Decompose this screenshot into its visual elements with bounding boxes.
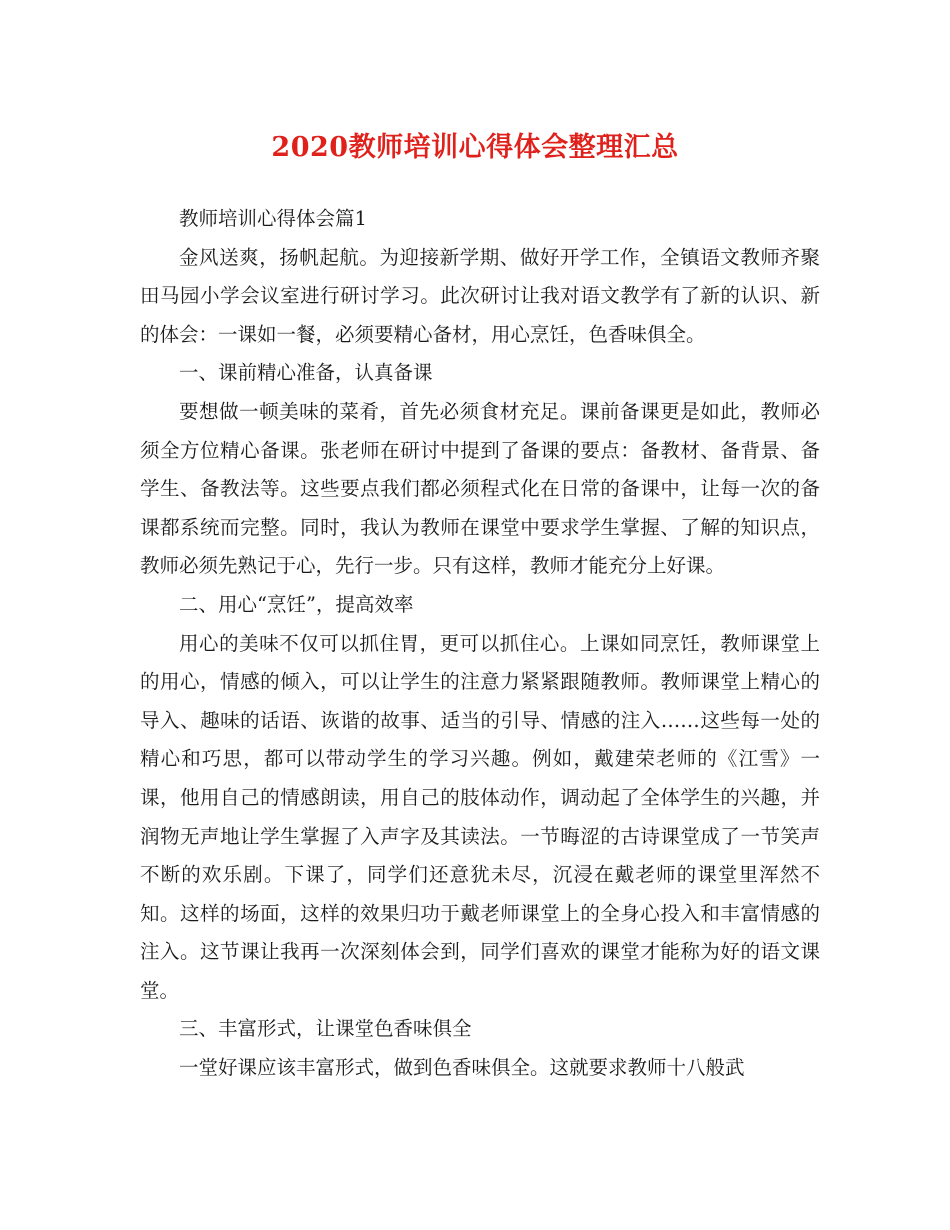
section-heading-1: 一、课前精心准备，认真备课 (179, 361, 433, 385)
section-heading-3: 三、丰富形式，让课堂色香味俱全 (179, 1017, 472, 1041)
document-title: 2020教师培训心得体会整理汇总 (271, 132, 679, 163)
paragraph-forms: 一堂好课应该丰富形式，做到色香味俱全。这就要求教师十八般武 (179, 1056, 745, 1080)
section-title-article-1: 教师培训心得体会篇1 (179, 207, 367, 230)
paragraph-preparation: 要想做一顿美味的菜肴，首先必须食材充足。课前备课更是如此，教师必须全方位精心备课。张老师在研讨中提到了备课的要点：备教材、备背景、备学生、备教法等。这些要点我们都必须程式化在日常的备课中，让每一次的备课都系统而完整。同时，我认为教师在课堂中要求学生掌握、了解的知识点，教师必须先熟记于心，先行一步。只有这样，教师才能充分上好课。 (140, 399, 820, 578)
section-heading-2: 二、用心“烹饪”，提高效率 (179, 592, 414, 616)
paragraph-cooking: 用心的美味不仅可以抓住胃，更可以抓住心。上课如同烹饪，教师课堂上的用心，情感的倾入，可以让学生的注意力紧紧跟随教师。教师课堂上精心的导入、趣味的话语、诙谐的故事、适当的引导、情感的注入……这些每一处的精心和巧思，都可以带动学生的学习兴趣。例如，戴建荣老师的《江雪》一课，他用自己的情感朗读，用自己的肢体动作，调动起了全体学生的兴趣，并润物无声地让学生掌握了入声字及其读法。一节晦涩的古诗课堂成了一节笑声不断的欢乐剧。下课了，同学们还意犹未尽，沉浸在戴老师的课堂里浑然不知。这样的场面，这样的效果归功于戴老师课堂上的全身心投入和丰富情感的注入。这节课让我再一次深刻体会到，同学们喜欢的课堂才能称为好的语文课堂。 (140, 631, 820, 1002)
paragraph-intro: 金风送爽，扬帆起航。为迎接新学期、做好开学工作，全镇语文教师齐聚田马园小学会议室进行研讨学习。此次研讨让我对语文教学有了新的认识、新的体会：一课如一餐，必须要精心备材，用心烹饪，色香味俱全。 (140, 245, 820, 346)
document-body (140, 200, 820, 1088)
